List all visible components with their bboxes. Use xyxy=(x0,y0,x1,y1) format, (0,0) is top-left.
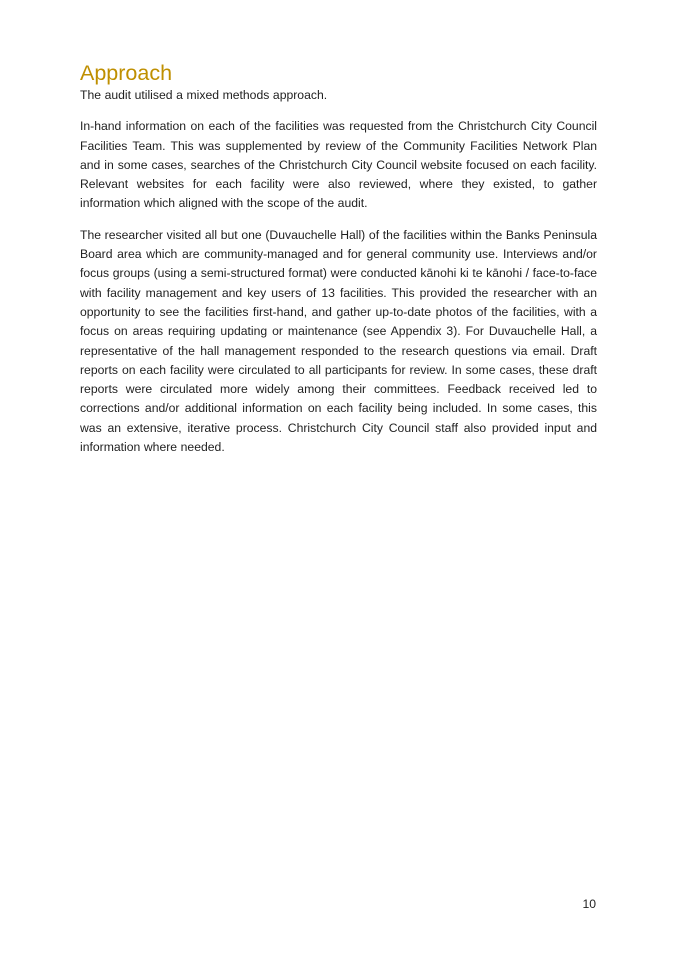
page-number: 10 xyxy=(582,897,596,911)
paragraph-information-sources: In-hand information on each of the facilities was requested from the Christchurch City Council Facilities Team. This was supplemented by review of the Community Facilities Network Plan and in some cases, searches of the Christchurch City Council website focused on each facility. Relevant websites for each facility were also reviewed, where they existed, to gather information which aligned with the scope of the audit. xyxy=(80,119,597,211)
section-heading: Approach xyxy=(80,61,173,85)
page-content xyxy=(80,0,597,469)
paragraph-intro: The audit utilised a mixed methods approach. xyxy=(80,88,328,102)
paragraph-research-method: The researcher visited all but one (Duvauchelle Hall) of the facilities within the Banks Peninsula Board area which are community-managed and for general community use. Interviews and/or focus groups (using a semi-structured format) were conducted kānohi ki te kānohi / face-to-face with facility management and key users of 13 facilities. This provided the researcher with an opportunity to see the facilities first-hand, and gather up-to-date photos of the facilities, with a focus on areas requiring updating or maintenance (see Appendix 3). For Duvauchelle Hall, a representative of the hall management responded to the research questions via email. Draft reports on each facility were circulated to all participants for review. In some cases, these draft reports were circulated more widely among their committees. Feedback received led to corrections and/or additional information on each facility being included. In some cases, this was an extensive, iterative process. Christchurch City Council staff also provided input and information where needed. xyxy=(80,227,597,455)
